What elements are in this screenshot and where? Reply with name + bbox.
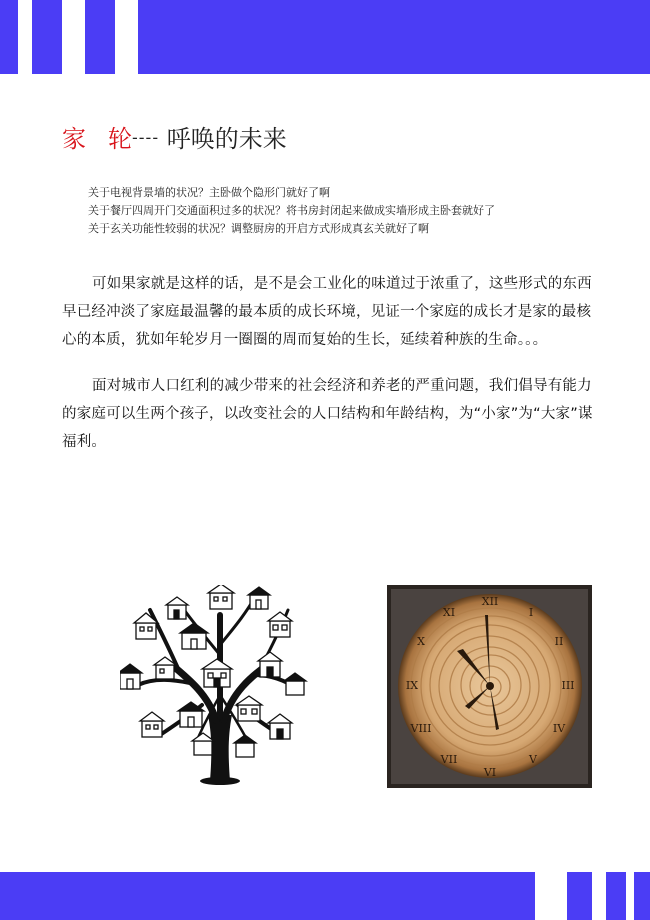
- header-bar-4: [138, 0, 168, 74]
- notes-list: [88, 184, 568, 238]
- title-dashes: ----: [132, 128, 160, 147]
- page-title: [62, 123, 287, 154]
- body-paragraph-2: 面对城市人口红利的减少带来的社会经济和养老的严重问题，我们倡导有能力的家庭可以生两个孩子，以改变社会的人口结构和年龄结构，为“小家”为“大家”谋福利。: [62, 378, 593, 450]
- house-tree-illustration: [120, 585, 310, 790]
- header-bar-wide: [168, 0, 650, 74]
- numeral-11: XI: [442, 606, 456, 619]
- title-part-1: 家: [62, 125, 86, 153]
- numeral-4: IV: [552, 722, 566, 735]
- numeral-8: VIII: [410, 722, 432, 735]
- header-bar-2: [32, 0, 62, 74]
- numeral-10: X: [417, 635, 425, 648]
- numeral-12: XII: [481, 595, 499, 608]
- body-paragraph-1: 可如果家就是这样的话，是不是会工业化的味道过于浓重了，这些形式的东西早已经冲淡了家庭最温馨的最本质的成长环境，见证一个家庭的成长才是家的最核心的本质，犹如年轮岁月一圈圈的周而复始的生长，延续着种族的生命。。。: [62, 276, 592, 348]
- numeral-9: IX: [405, 679, 419, 692]
- note-item: 关于电视背景墙的状况？主卧做个隐形门就好了啊: [88, 186, 330, 199]
- footer-bar-2: [606, 872, 626, 920]
- numeral-6: VI: [483, 766, 497, 779]
- title-part-2: 轮: [108, 125, 132, 153]
- footer-bar-wide: [0, 872, 535, 920]
- footer-bar-3: [634, 872, 650, 920]
- footer-bar-1: [567, 872, 592, 920]
- title-subtitle: 呼唤的未来: [166, 125, 287, 153]
- tree-ring-clock-illustration: [387, 585, 592, 788]
- numeral-3: III: [561, 679, 575, 692]
- numeral-2: II: [554, 635, 564, 648]
- note-item: 关于餐厅四周开门交通面积过多的状况？将书房封闭起来做成实墙形成主卧套就好了: [88, 204, 495, 217]
- numeral-5: V: [529, 753, 537, 766]
- numeral-7: VII: [440, 753, 458, 766]
- numeral-1: I: [528, 606, 534, 619]
- header-bar-1: [0, 0, 18, 74]
- header-bar-3: [85, 0, 115, 74]
- note-item: 关于玄关功能性较弱的状况？调整厨房的开启方式形成真玄关就好了啊: [88, 222, 429, 235]
